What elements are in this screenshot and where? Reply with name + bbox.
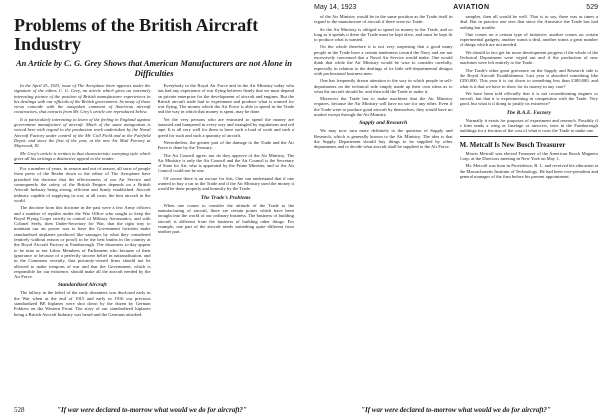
body-para: The fallacy in the belief of the early dissenters was disclosed early in the War when at the end of 1915 and early in 1916 our precious standardized BE biplanes were shot down by the dozen by German Fokkers on the Western Front. The story of our standardized biplanes being a British Aircraft Industry was heard and the Germans attacked.	[14, 290, 151, 317]
body-para: Moreover the Trade has to make machines that the Air Ministry requires, because the Air Ministry will have no use for any other. Even if the Trade were to produce good aircraft by themselves, they would have no market except through the Air Ministry.	[314, 96, 453, 118]
body-para: We may now turn more definitely to the question of Supply and Research, which is generally known to the Air Ministry. The idea is that the Supply Department should buy things to be supplied by other departments and to decide what aircraft shall be supplied to the Air Force.	[314, 128, 453, 150]
body-para: For a number of years, in season and out of season, all sorts of people from peers of the Realm down to the editor of The Aeroplane have preached the doctrine that the effectiveness of our Air Service and consequently the safety of the British Empire depends on a British Aircraft Industry being strong, efficient and firmly established. Aircraft industry capable of supplying in war, at all costs, the best aircraft in the world.	[14, 166, 151, 203]
body-para: of the Air Ministry would be in the same position as the Trade itself in regard to the manufacture of aircraft if there were no Trade.	[314, 14, 453, 25]
body-para: One has frequently drawn attention to the way in which people in self-departments on the technical side simply made up their own ideas as to what the aircraft should be, and then told the Trade to make it.	[314, 78, 453, 94]
body-para: We should in fact get far more development progress if the whole of the Technical Department were wiped out and if the production of new machines were left entirely to the Trade.	[459, 49, 598, 66]
page-number: 528	[14, 406, 25, 414]
journal-name: AVIATION	[453, 3, 490, 11]
body-para: Of course there is an excuse for this. One can understand that if one wanted to buy a car in the Trade and if the Air Ministry used the money it would be done properly and honestly by the Trade.	[157, 175, 294, 192]
section-heading: Supply and Research	[359, 120, 408, 127]
intro-para: In the April 25, 1923, issue of The Aeroplane there appears under the signature of the editor, C. G. Grey, an article which gives an extremely interesting picture of the position of British manufacturer experiences in his dealings with our officials of the British government. So many of these views coincide with the outspoken comment of American aircraft constructors, that extracts from Mr. Grey's article are reproduced below.	[14, 83, 151, 115]
section-heading: Standardized Aircraft	[57, 282, 107, 289]
intro-para: It is particularly interesting to learn of the feeling in England against government manufacture of aircraft. Much of the same antagonism is voiced here with regard to the production work undertaken by the Naval Aircraft Factory under control of the Mr. Coll Field and at the Fairfield Depot, and since the first of the year, at the new Air Mail Factory at Maywood, Ill.	[14, 116, 151, 149]
body-para: We have been told officially that it is not reconditioning engines or aircraft, but that it is experimenting in competition with the Trade. Very good, but what is it doing to justify its existence?	[459, 90, 598, 107]
right-page	[304, 0, 608, 420]
body-para: The doctrine from this doctrine in the past were a few Army officers and a number of reptiles under the War Office who sought to keep the Royal Flying Corps strictly in control of Military Aeronautics, and with Colonel Seely, then Under-Secretary for War, that the right way to maintain our air power was to have the Government factories make standardised airplanes produced like sausages by what they considered (entirely without reason or proof) to be the best brains in the country at the Royal Aircraft Factory at Farnborough. The dissenters to-day appear to be nine or ten Labor Members of Parliament who because of their ignorance or because of a perfectly sincere belief in nationalisation, and in the Commons recently, that privately-owned firms should not be allowed to make weapons of war and that the Government, which is responsible for our existence, should make all the aircraft needed by the Air Force.	[14, 205, 151, 280]
body-para: The Trade's other great grievance on the Supply and Research side is the Royal Aircraft Establishment. Last year it absorbed something like £350,000. This year it is cut down to something less than £300,000, and what is it that we have to show for its money in any case?	[459, 67, 598, 89]
right-col-2	[460, 14, 599, 406]
body-para: The Air Council agree, nor do they approve of the Air Ministry. The Air Ministry is only the Air Council and the Air Council is the Secretary of State for Air, who is appointed by the Prime Minister, and so the Air Council could not be one.	[157, 152, 294, 174]
news-heading: M. Metcalf Is New Bosch Treasurer	[459, 140, 566, 149]
intro	[14, 83, 151, 161]
news-para: Morris Metcalf was elected Treasurer of the American Bosch Magneto Corp. at the Directors meeting in New York on May 1.	[459, 150, 598, 161]
left-columns	[14, 83, 294, 420]
right-running-head	[314, 0, 598, 14]
running-page-number: 529	[586, 3, 598, 11]
divider	[460, 136, 599, 137]
section-heading: The R.A.E. Factory	[506, 109, 551, 116]
section-heading: The Trade's Problems	[200, 194, 251, 201]
body-para: One comes on a certain type of initiative; another comes on certain experimental gadgets; another wants a deal, another wants a great number of things which are not needed.	[459, 31, 598, 48]
body-para: samples, then all would be well. That is to say, there was at times a deal. But in practice one sees that since the Armistice the Trade has had nothing but trouble.	[459, 14, 598, 30]
body-para: So the Air Ministry is obliged to spend its money in the Trade, and so long as it spends it there the Trade must be kept alive, and must be kept fit to produce what is wanted.	[314, 26, 453, 43]
page-footer-quote: "If war were declared to-morrow what would we do for aircraft?"	[361, 406, 551, 414]
article-subtitle: An Article by C. G. Grey Shows that American Manufacturers are not Alone in Difficulties	[15, 58, 293, 78]
right-col-1	[314, 14, 453, 406]
body-para: Nevertheless, the greater part of the damage to the Trade and the Air Force is done by the Treasury.	[157, 139, 294, 151]
left-col-2	[158, 83, 295, 420]
body-para: When one comes to consider the attitude of the Trade to the manufacturing of aircraft, there are certain points which have been brought into the world of our ordinary business. The business of building aircraft is different from the business of building other things. For example, one part of the aircraft needs something quite different from another part.	[157, 202, 294, 235]
news-para: Mr. Metcalf was born in Providence, R. I., and received his education at the Massachusetts Institute of Technology. He had been vice-president and general manager of the firm before his present appointment.	[459, 163, 598, 179]
article-title: Problems of the British Aircraft Industry	[14, 15, 259, 54]
intro-para: Mr. Grey's article is written in that characteristic sweeping style which gives all his writings a distinctive appeal to the reader.	[14, 150, 151, 161]
body-para: Everybody in the Royal Air Force and in the Air Ministry today who has had any experience of war flying believes firmly that we must depend on private enterprise for the development of aircraft and engines. But the British aircraft trade had to experiment and produce what is wanted for war flying. The money which the Air Force is able to spend in the Trade and the way in which that money is spent, may be done.	[157, 83, 294, 115]
left-col-1	[14, 83, 151, 420]
body-para: Yet the very persons who are entrusted to spend the money are harassed and hampered in every way and strangled by regulations and red tape. It is all very well for them to have such a load of work and such a speed for such and such a quantity of aircraft.	[157, 116, 294, 138]
body-para: Normally it exists for purposes of experiment and research. Possibly if a firm sends a wing or fuselage or airscrew, tests in the Farnborough buildings for a fraction of the cost of what it costs the Trade to make one.	[459, 117, 598, 134]
page-footer-quote: "If war were declared to-morrow what would we do for aircraft?"	[57, 406, 247, 414]
issue-date: May 14, 1923	[314, 3, 357, 11]
divider	[14, 163, 151, 164]
body-para: On the whole therefore it is not very surprising that a good many people in the Trade have a certain tenderness toward the Navy and are not excessively concerned that a Naval Air Service would make. One would think that while the Air Ministry would be wise to consider carefully, especially in relation to the dealings of its little self-departmental designs with professional business men.	[314, 44, 453, 76]
left-running-head	[14, 0, 294, 14]
right-columns	[314, 14, 598, 406]
